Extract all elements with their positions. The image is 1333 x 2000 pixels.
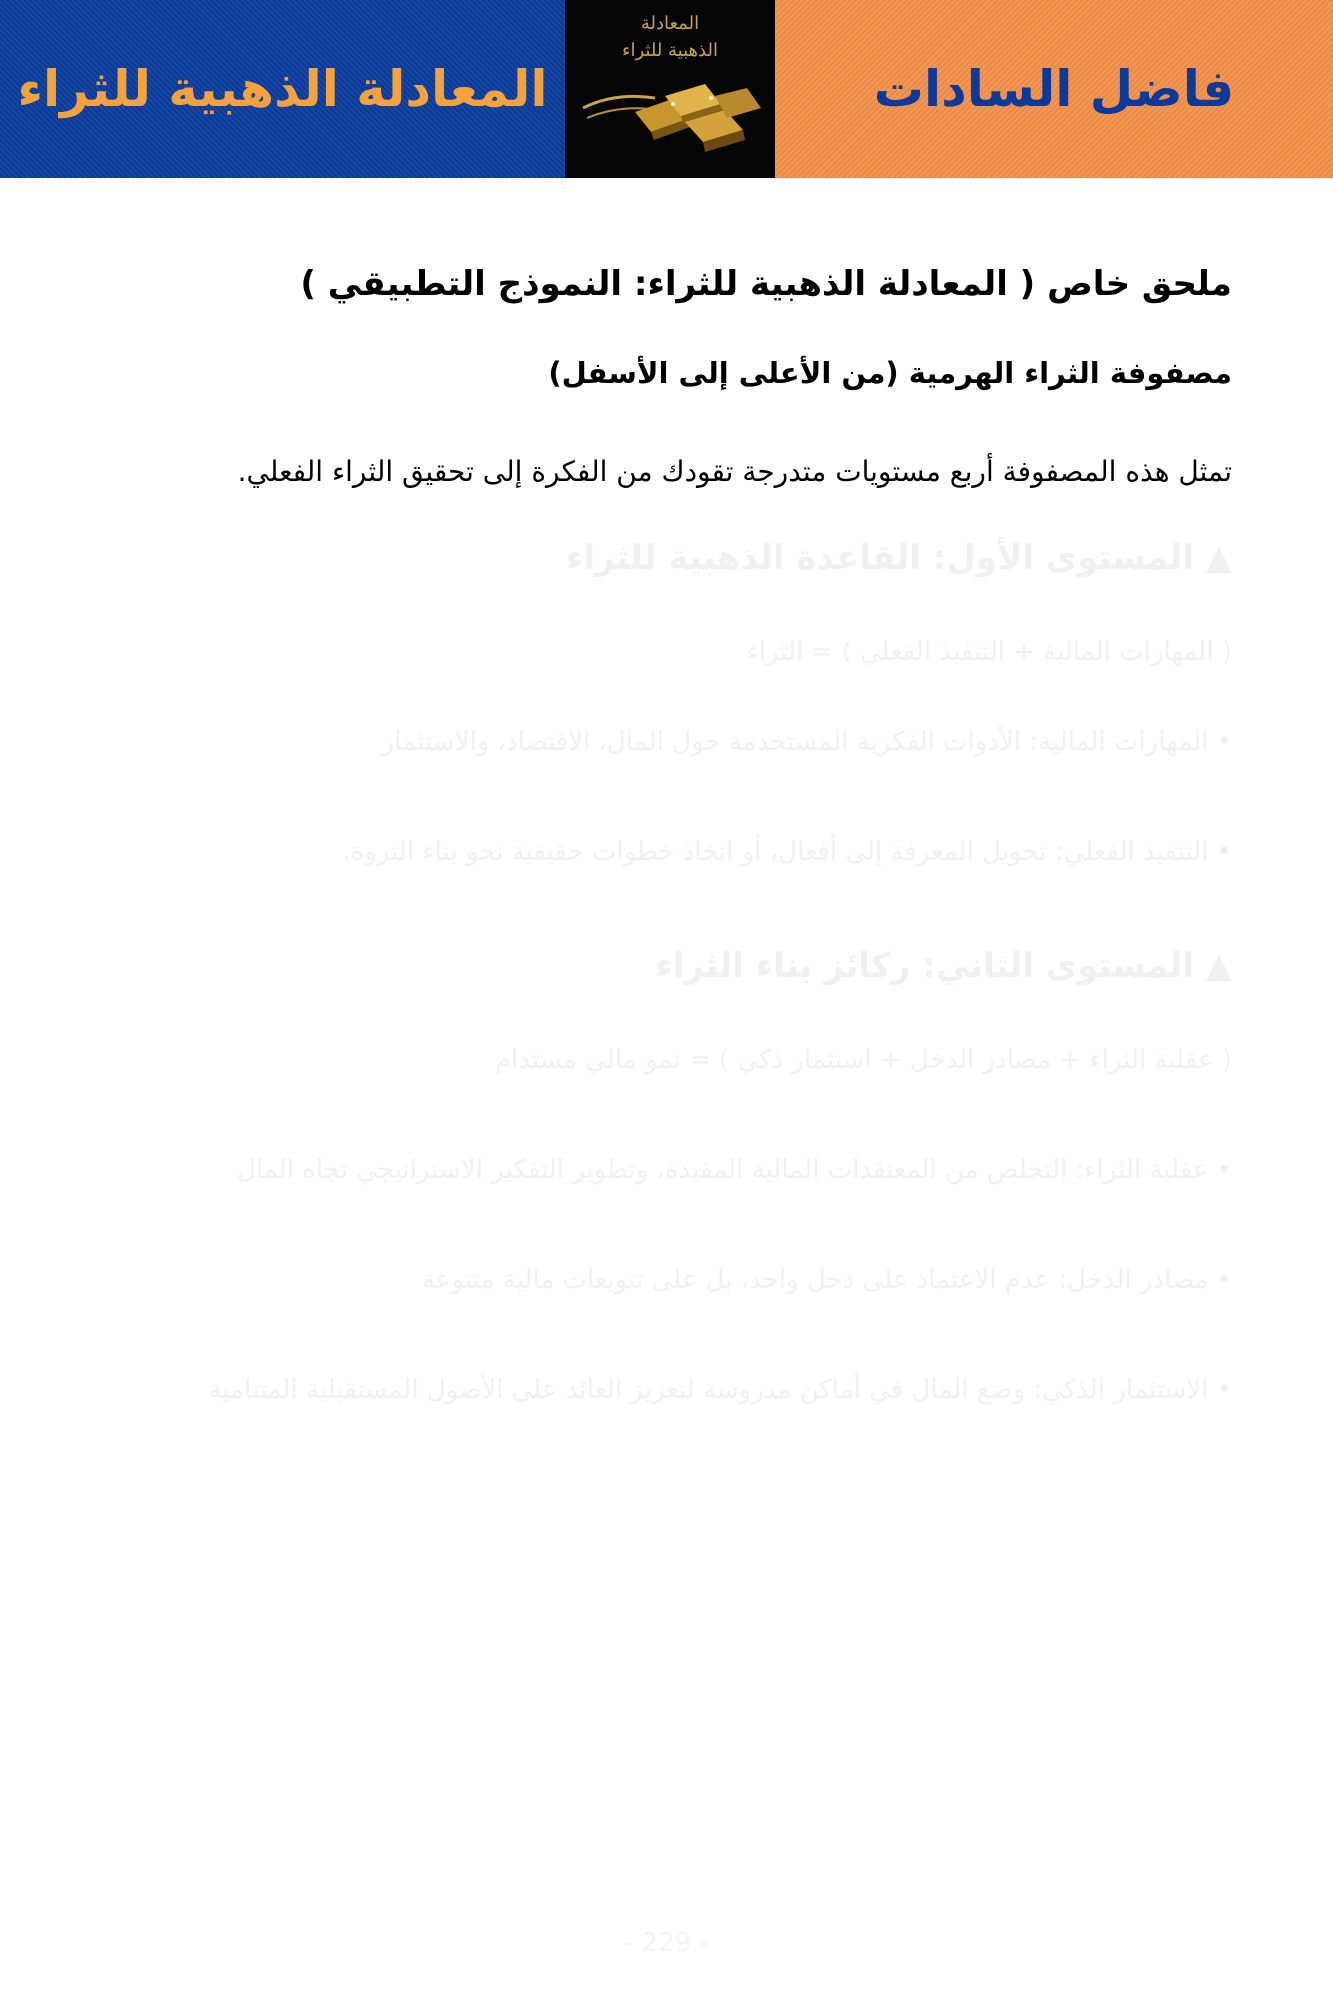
book-logo xyxy=(565,0,775,178)
intro-paragraph: تمثل هذه المصفوفة أربع مستويات متدرجة تقودك من الفكرة إلى تحقيق الثراء الفعلي. xyxy=(237,455,1232,488)
level-1-title: ▲ المستوى الأول: القاعدة الذهبية للثراء xyxy=(565,538,1232,578)
page-content xyxy=(95,260,1232,1480)
section-subheading: مصفوفة الثراء الهرمية (من الأعلى إلى الأسفل) xyxy=(548,356,1232,390)
level-2-bullet-1: • عقلية الثراء: التخلص من المعتقدات المالية المقيدة، وتطوير التفكير الاستراتيجي تجاه المال xyxy=(237,1155,1232,1185)
level-2-bullet-3: • الاستثمار الذكي: وضع المال في أماكن مدروسة لتعزيز العائد على الأصول المستقبلية المتنامية xyxy=(208,1375,1232,1405)
book-title-banner xyxy=(0,0,565,178)
page-number: - 229 - xyxy=(624,1928,709,1958)
logo-line-2: الذهبية للثراء xyxy=(622,40,718,61)
level-2-formula: ( عقلية الثراء + مصادر الدخل + استثمار ذكي ) = نمو مالي مستدام xyxy=(495,1045,1232,1075)
author-banner xyxy=(775,0,1333,178)
level-1-bullet-1: • المهارات المالية: الأدوات الفكرية المستخدمة حول المال، الاقتصاد، والاستثمار xyxy=(381,727,1232,757)
level-2-title: ▲ المستوى الثاني: ركائز بناء الثراء xyxy=(655,946,1232,986)
gold-bars-icon xyxy=(565,0,775,178)
book-title: المعادلة الذهبية للثراء xyxy=(17,60,548,118)
level-1-formula: ( المهارات المالية + التنفيذ الفعلي ) = الثراء xyxy=(746,637,1232,667)
page-heading: ملحق خاص ( المعادلة الذهبية للثراء: النموذج التطبيقي ) xyxy=(300,264,1232,304)
level-2-bullet-2: • مصادر الدخل: عدم الاعتماد على دخل واحد، بل على تنويعات مالية متنوعة xyxy=(421,1265,1232,1295)
faded-content xyxy=(95,534,1232,1430)
author-name: فاضل السادات xyxy=(873,60,1235,118)
page-header xyxy=(0,0,1333,178)
level-1-bullet-2: • التنفيذ الفعلي: تحويل المعرفة إلى أفعال، أو اتخاذ خطوات حقيقية نحو بناء الثروة. xyxy=(342,837,1232,867)
logo-line-1: المعادلة xyxy=(640,13,700,34)
